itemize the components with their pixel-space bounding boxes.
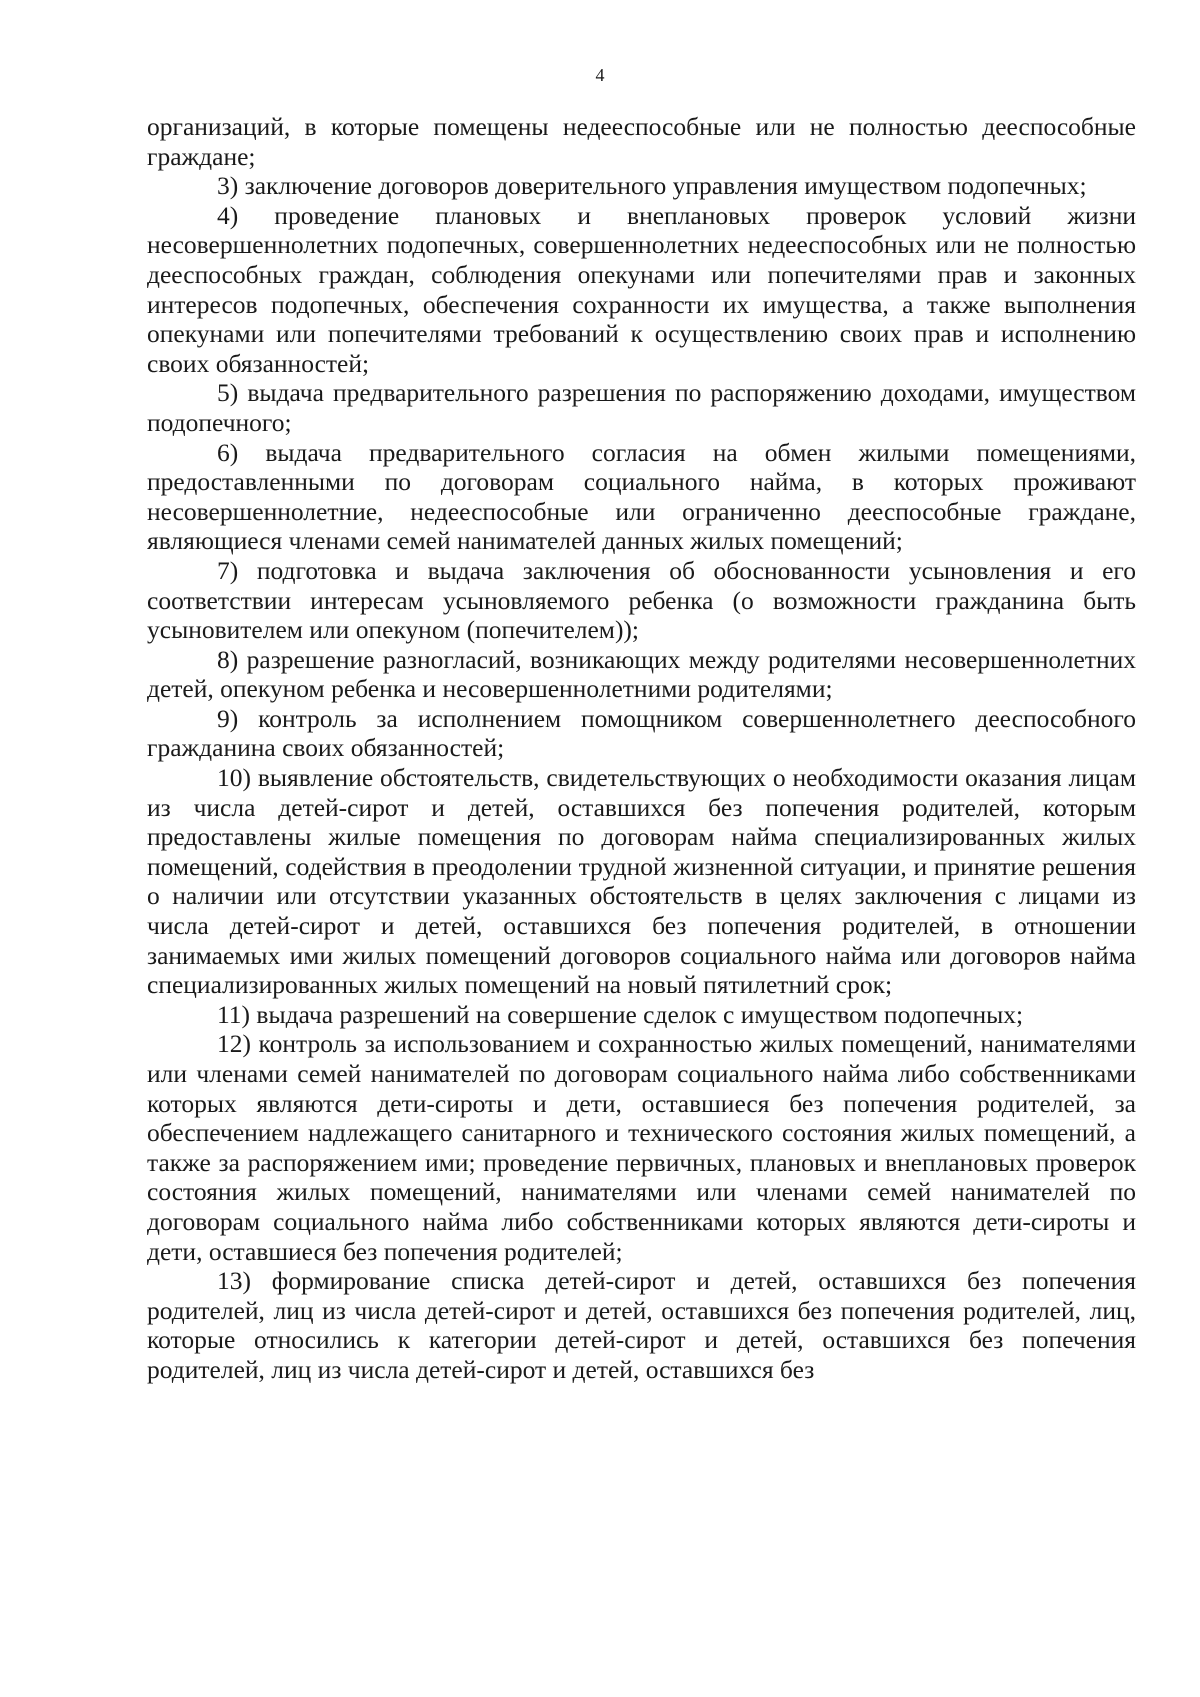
paragraph-continuation: организаций, в которые помещены недееспособные или не полностью дееспособные граждане; [147,112,1136,171]
list-item-5: 5) выдача предварительного разрешения по распоряжению доходами, имуществом подопечного; [147,378,1136,437]
document-body [147,112,1136,1385]
list-item-10: 10) выявление обстоятельств, свидетельствующих о необходимости оказания лицам из числа детей-сирот и детей, оставшихся без попечения родителей, которым предоставлены жилые помещения по договорам найма специализированных жилых помещений, содействия в преодолении трудной жизненной ситуации, и принятие решения о наличии или отсутствии указанных обстоятельств в целях заключения с лицами из числа детей-сирот и детей, оставшихся без попечения родителей, в отношении занимаемых ими жилых помещений договоров социального найма или договоров найма специализированных жилых помещений на новый пятилетний срок; [147,763,1136,1000]
list-item-9: 9) контроль за исполнением помощником совершеннолетнего дееспособного гражданина своих обязанностей; [147,703,1136,763]
list-item-13: 13) формирование списка детей-сирот и детей, оставшихся без попечения родителей, лиц из числа детей-сирот и детей, оставшихся без попечения родителей, лиц, которые относились к категории детей-сирот и детей, оставшихся без попечения родителей, лиц из числа детей-сирот и детей, оставшихся без [147,1266,1136,1384]
page-number: 4 [595,65,605,85]
list-item-7: 7) подготовка и выдача заключения об обоснованности усыновления и его соответствии интересам усыновляемого ребенка (о возможности гражданина быть усыновителем или опекуном (попечителем)); [147,555,1136,645]
list-item-12: 12) контроль за использованием и сохранностью жилых помещений, нанимателями или членами семей нанимателей по договорам социального найма либо собственниками которых являются дети-сироты и дети, оставшиеся без попечения родителей, за обеспечением надлежащего санитарного и технического состояния жилых помещений, а также за распоряжением ими; проведение первичных, плановых и внеплановых проверок состояния жилых помещений, нанимателями или членами семей нанимателей по договорам социального найма либо собственниками которых являются дети-сироты и дети, оставшиеся без попечения родителей; [147,1029,1136,1266]
list-item-11: 11) выдача разрешений на совершение сделок с имуществом подопечных; [217,999,1024,1029]
list-item-8: 8) разрешение разногласий, возникающих между родителями несовершеннолетних детей, опекуном ребенка и несовершеннолетними родителями; [147,644,1136,704]
list-item-3: 3) заключение договоров доверительного управления имуществом подопечных; [217,171,1087,201]
list-item-4: 4) проведение плановых и внеплановых проверок условий жизни несовершеннолетних подопечных, совершеннолетних недееспособных или не полностью дееспособных граждан, соблюдения опекунами или попечителями прав и законных интересов подопечных, обеспечения сохранности их имущества, а также выполнения опекунами или попечителями требований к осуществлению своих прав и исполнению своих обязанностей; [147,200,1136,378]
list-item-6: 6) выдача предварительного согласия на обмен жилыми помещениями, предоставленными по договорам социального найма, в которых проживают несовершеннолетние, недееспособные или ограниченно дееспособные граждане, являющиеся членами семей нанимателей данных жилых помещений; [147,437,1136,556]
